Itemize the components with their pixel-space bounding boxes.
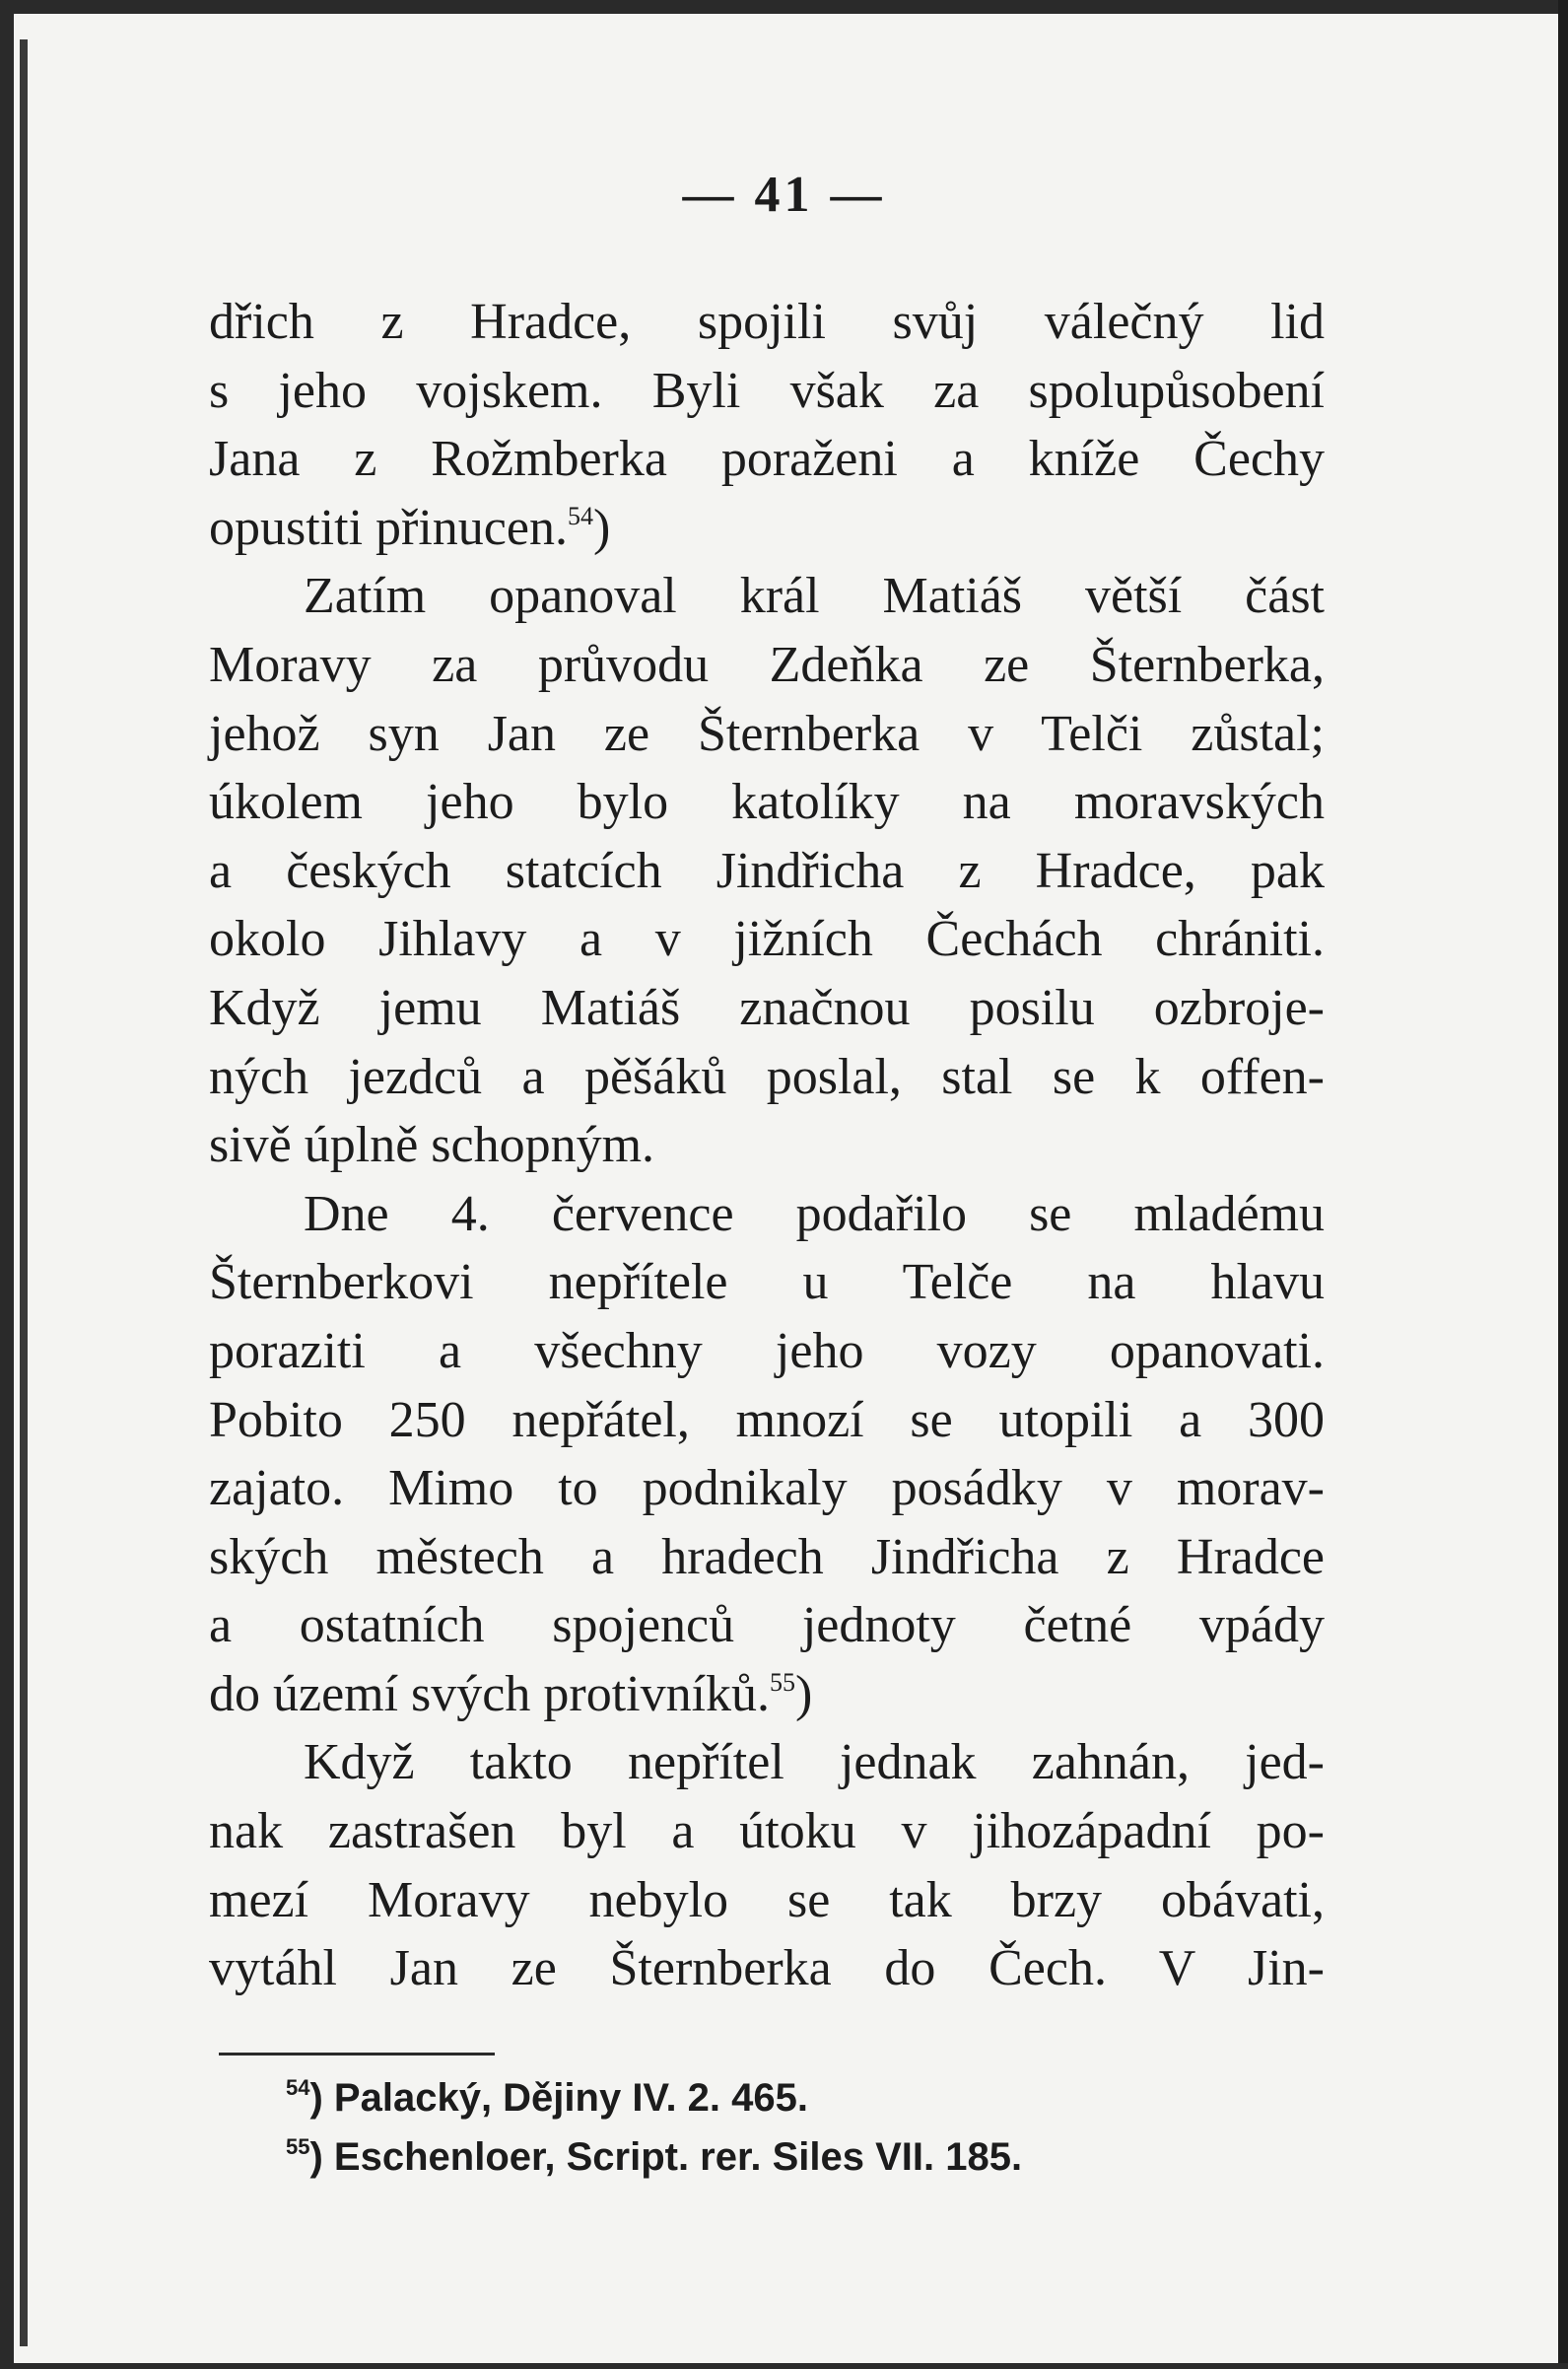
footnote: $^{55}$) Eschenloer, Script. rer. Siles VII. 185. bbox=[286, 2134, 1023, 2179]
footnotes bbox=[286, 2068, 1271, 2187]
text-line: Když takto nepřítel jednak zahnán, jed- bbox=[304, 1734, 1325, 1791]
text-line: mezí Moravy nebylo se tak brzy obávati, bbox=[209, 1871, 1325, 1928]
text-line: ských městech a hradech Jindřicha z Hradce bbox=[209, 1528, 1325, 1585]
scan-border-bottom bbox=[0, 2363, 1568, 2369]
text-line: Když jemu Matiáš značnou posilu ozbroje- bbox=[209, 979, 1325, 1036]
footnote-ref: 55 bbox=[770, 1667, 796, 1697]
text-line: Zatím opanoval král Matiáš větší část bbox=[304, 568, 1325, 625]
text-line: vytáhl Jan ze Šternberka do Čech. V Jin- bbox=[209, 1940, 1325, 1997]
text-line: Dne 4. července podařilo se mladému bbox=[304, 1185, 1325, 1242]
text-line: úkolem jeho bylo katolíky na moravských bbox=[209, 774, 1325, 831]
scan-border-right bbox=[1558, 0, 1568, 2369]
text-line: a ostatních spojenců jednoty četné vpády bbox=[209, 1597, 1325, 1654]
text-line: okolo Jihlavy a v jižních Čechách chrániti. bbox=[209, 911, 1325, 968]
text-line: Šternberkovi nepřítele u Telče na hlavu bbox=[209, 1254, 1325, 1311]
footnote-mark: 54 bbox=[286, 2075, 310, 2100]
footnote-divider bbox=[219, 2053, 495, 2055]
text-line: poraziti a všechny jeho vozy opanovati. bbox=[209, 1322, 1325, 1379]
footnote-mark: 55 bbox=[286, 2134, 310, 2159]
footnote: $^{54}$) Palacký, Dějiny IV. 2. 465. bbox=[286, 2075, 808, 2120]
text-line: sivě úplně schopným. bbox=[209, 1117, 655, 1174]
text-line: dřich z Hradce, spojili svůj válečný lid bbox=[209, 294, 1325, 350]
text-line: opustiti přinucen.$^{54}$) bbox=[209, 499, 611, 556]
text-line: zajato. Mimo to podnikaly posádky v morav- bbox=[209, 1460, 1325, 1517]
body-text bbox=[209, 288, 1325, 2003]
text-line: a českých statcích Jindřicha z Hradce, pak bbox=[209, 842, 1325, 899]
text-line: Moravy za průvodu Zdeňka ze Šternberka, bbox=[209, 636, 1325, 693]
text-line: nak zastrašen byl a útoku v jihozápadní po- bbox=[209, 1803, 1325, 1860]
text-line: Pobito 250 nepřátel, mnozí se utopili a 300 bbox=[209, 1391, 1325, 1448]
text-line: Jana z Rožmberka poraženi a kníže Čechy bbox=[209, 431, 1325, 488]
text-line: do území svých protivníků.$^{55}$) bbox=[209, 1665, 813, 1722]
footnote-ref: 54 bbox=[567, 501, 593, 530]
page-number: — 41 — bbox=[682, 167, 886, 223]
text-line: jehož syn Jan ze Šternberka v Telči zůstal; bbox=[209, 705, 1325, 762]
text-line: ných jezdců a pěšáků poslal, stal se k offen- bbox=[209, 1048, 1325, 1105]
scan-border-top bbox=[0, 0, 1568, 14]
scan-binding-edge bbox=[20, 39, 28, 2346]
text-line: s jeho vojskem. Byli však za spolupůsobení bbox=[209, 362, 1325, 419]
scan-border-left bbox=[0, 0, 14, 2369]
